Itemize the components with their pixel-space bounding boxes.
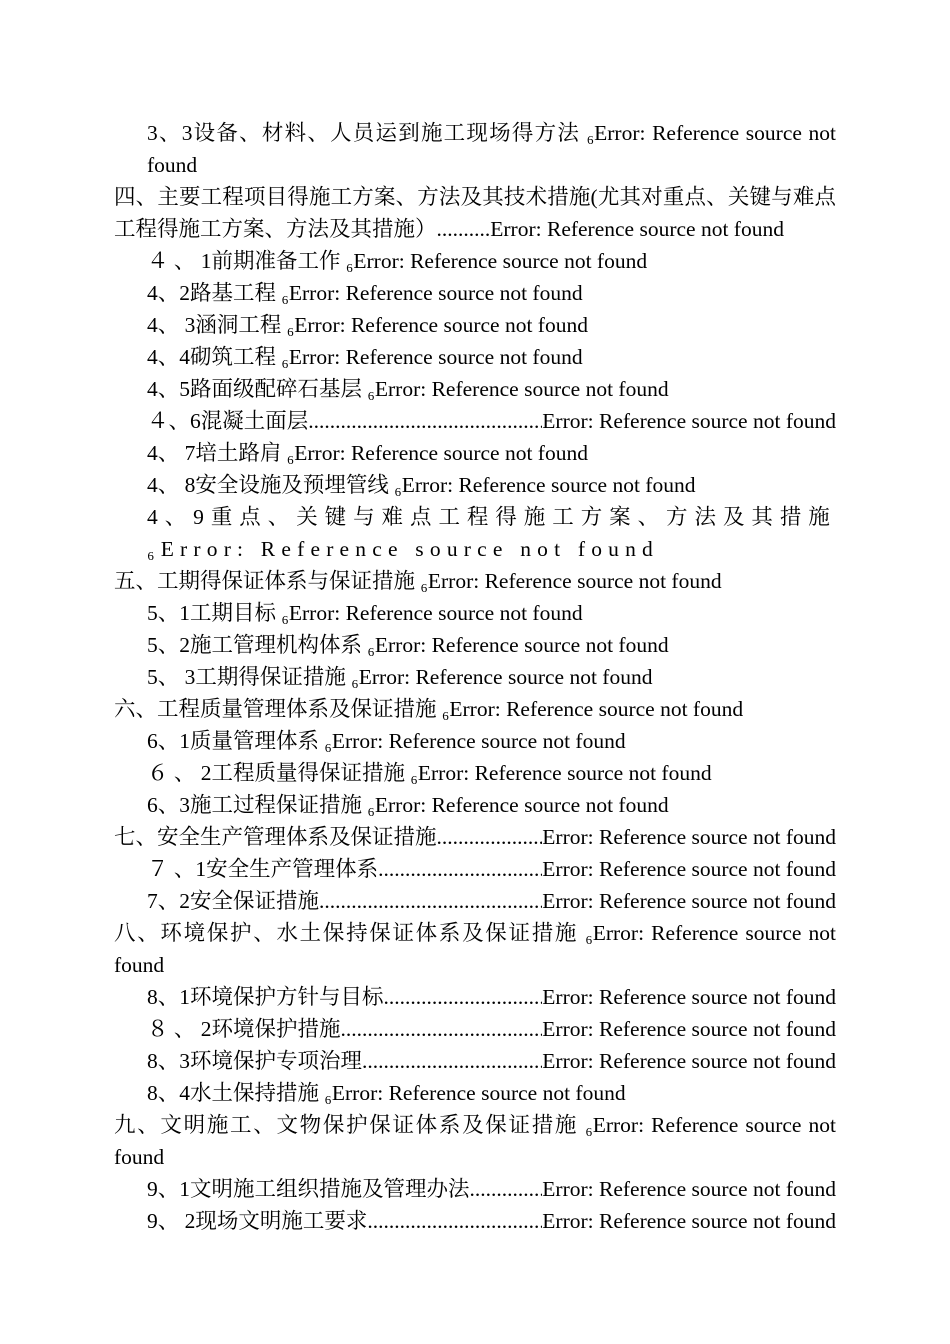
toc-entry[interactable] <box>147 437 836 469</box>
toc-entry-text: 3、3设备、材料、人员运到施工现场得方法 ₆Error: Reference source not found <box>147 121 836 177</box>
toc-entry[interactable] <box>147 853 836 885</box>
toc-entry-text: 八、环境保护、水土保持保证体系及保证措施 ₆Error: Reference source not found <box>114 921 836 977</box>
toc-entry-title: 9、1文明施工组织措施及管理办法 <box>147 1177 470 1201</box>
toc-entry[interactable] <box>114 821 836 853</box>
toc-entry[interactable] <box>147 1077 836 1109</box>
table-of-contents <box>0 117 950 1237</box>
toc-page-reference: Error: Reference source not found <box>542 857 836 881</box>
toc-entry[interactable] <box>147 373 836 405</box>
toc-entry[interactable] <box>147 1045 836 1077</box>
toc-entry-text: ４ 、 1前期准备工作 ₆Error: Reference source not found <box>147 249 648 273</box>
toc-entry[interactable] <box>147 501 836 565</box>
toc-entry-text: 5、1工期目标 ₆Error: Reference source not found <box>147 601 583 625</box>
toc-leader-dots <box>308 405 542 437</box>
toc-entry-title: ７ 、1安全生产管理体系 <box>147 857 379 881</box>
toc-entry[interactable] <box>114 181 836 245</box>
toc-entry-text: 六、工程质量管理体系及保证措施 ₆Error: Reference source not found <box>114 697 744 721</box>
toc-page-reference: Error: Reference source not found <box>542 1017 836 1041</box>
toc-entry-text: 4、 3涵洞工程 ₆Error: Reference source not found <box>147 313 588 337</box>
toc-entry[interactable] <box>147 885 836 917</box>
toc-page-reference: Error: Reference source not found <box>542 1209 836 1233</box>
toc-entry[interactable] <box>147 757 836 789</box>
toc-entry[interactable] <box>147 1173 836 1205</box>
toc-entry-title: 8、1环境保护方针与目标 <box>147 985 384 1009</box>
toc-leader-dots <box>437 821 543 853</box>
toc-entry[interactable] <box>147 117 836 181</box>
toc-entry-text: 6、1质量管理体系 ₆Error: Reference source not found <box>147 729 626 753</box>
toc-leader-dots <box>384 981 543 1013</box>
toc-entry-text: 4、4砌筑工程 ₆Error: Reference source not found <box>147 345 583 369</box>
toc-entry[interactable] <box>147 341 836 373</box>
toc-entry[interactable] <box>147 725 836 757</box>
toc-entry-title: 四、主要工程项目得施工方案、方法及其技术措施(尤其对重点、关键与难点工程得施工方案、方法及其措施） <box>114 185 836 241</box>
toc-entry[interactable] <box>147 245 836 277</box>
toc-entry[interactable] <box>147 629 836 661</box>
toc-entry-title: 七、安全生产管理体系及保证措施 <box>114 825 437 849</box>
toc-entry[interactable] <box>147 277 836 309</box>
toc-page-reference: Error: Reference source not found <box>542 825 836 849</box>
toc-entry-text: 5、2施工管理机构体系 ₆Error: Reference source not found <box>147 633 669 657</box>
toc-entry[interactable] <box>147 405 836 437</box>
toc-entry-text: 8、4水土保持措施 ₆Error: Reference source not found <box>147 1081 626 1105</box>
toc-leader-dots: .......... <box>436 217 491 241</box>
toc-entry-title: ４、6混凝土面层 <box>147 409 309 433</box>
toc-entry-text: 4、 8安全设施及预埋管线 ₆Error: Reference source not found <box>147 473 696 497</box>
toc-entry[interactable] <box>147 469 836 501</box>
toc-entry[interactable] <box>147 597 836 629</box>
toc-page-reference: Error: Reference source not found <box>490 217 784 241</box>
toc-leader-dots <box>341 1013 543 1045</box>
toc-entry[interactable] <box>114 1109 836 1173</box>
toc-page-reference: Error: Reference source not found <box>542 1049 836 1073</box>
toc-entry-text: 九、文明施工、文物保护保证体系及保证措施 ₆Error: Reference source not found <box>114 1113 836 1169</box>
toc-entry-text: ６ 、 2工程质量得保证措施 ₆Error: Reference source not found <box>147 761 712 785</box>
toc-entry[interactable] <box>147 309 836 341</box>
toc-entry[interactable] <box>147 981 836 1013</box>
toc-entry-text: 五、工期得保证体系与保证措施 ₆Error: Reference source not found <box>114 569 722 593</box>
toc-page-reference: Error: Reference source not found <box>542 1177 836 1201</box>
toc-entry[interactable] <box>147 661 836 693</box>
toc-leader-dots <box>362 1045 542 1077</box>
toc-entry-text: 5、 3工期得保证措施 ₆Error: Reference source not found <box>147 665 653 689</box>
toc-page-reference: Error: Reference source not found <box>542 985 836 1009</box>
toc-entry-text: 6、3施工过程保证措施 ₆Error: Reference source not found <box>147 793 669 817</box>
toc-entry[interactable] <box>114 565 836 597</box>
toc-entry[interactable] <box>147 1013 836 1045</box>
toc-leader-dots <box>378 853 542 885</box>
toc-leader-dots <box>470 1173 543 1205</box>
toc-leader-dots <box>367 1205 542 1237</box>
toc-entry-text: 4、9重点、关键与难点工程得施工方案、方法及其措施 ₆Error: Reference source not found <box>147 505 836 561</box>
toc-entry-text: 4、2路基工程 ₆Error: Reference source not found <box>147 281 583 305</box>
toc-entry-text: 4、5路面级配碎石基层 ₆Error: Reference source not found <box>147 377 669 401</box>
toc-page-reference: Error: Reference source not found <box>542 409 836 433</box>
toc-entry[interactable] <box>147 789 836 821</box>
toc-entry[interactable] <box>147 1205 836 1237</box>
toc-entry[interactable] <box>114 693 836 725</box>
toc-entry-title: 7、2安全保证措施 <box>147 889 320 913</box>
toc-entry-title: 8、3环境保护专项治理 <box>147 1049 363 1073</box>
toc-entry-title: ８ 、 2环境保护措施 <box>147 1017 341 1041</box>
toc-entry-text: 4、 7培土路肩 ₆Error: Reference source not found <box>147 441 588 465</box>
toc-page-reference: Error: Reference source not found <box>542 889 836 913</box>
toc-leader-dots <box>319 885 542 917</box>
toc-entry[interactable] <box>114 917 836 981</box>
toc-entry-title: 9、 2现场文明施工要求 <box>147 1209 368 1233</box>
